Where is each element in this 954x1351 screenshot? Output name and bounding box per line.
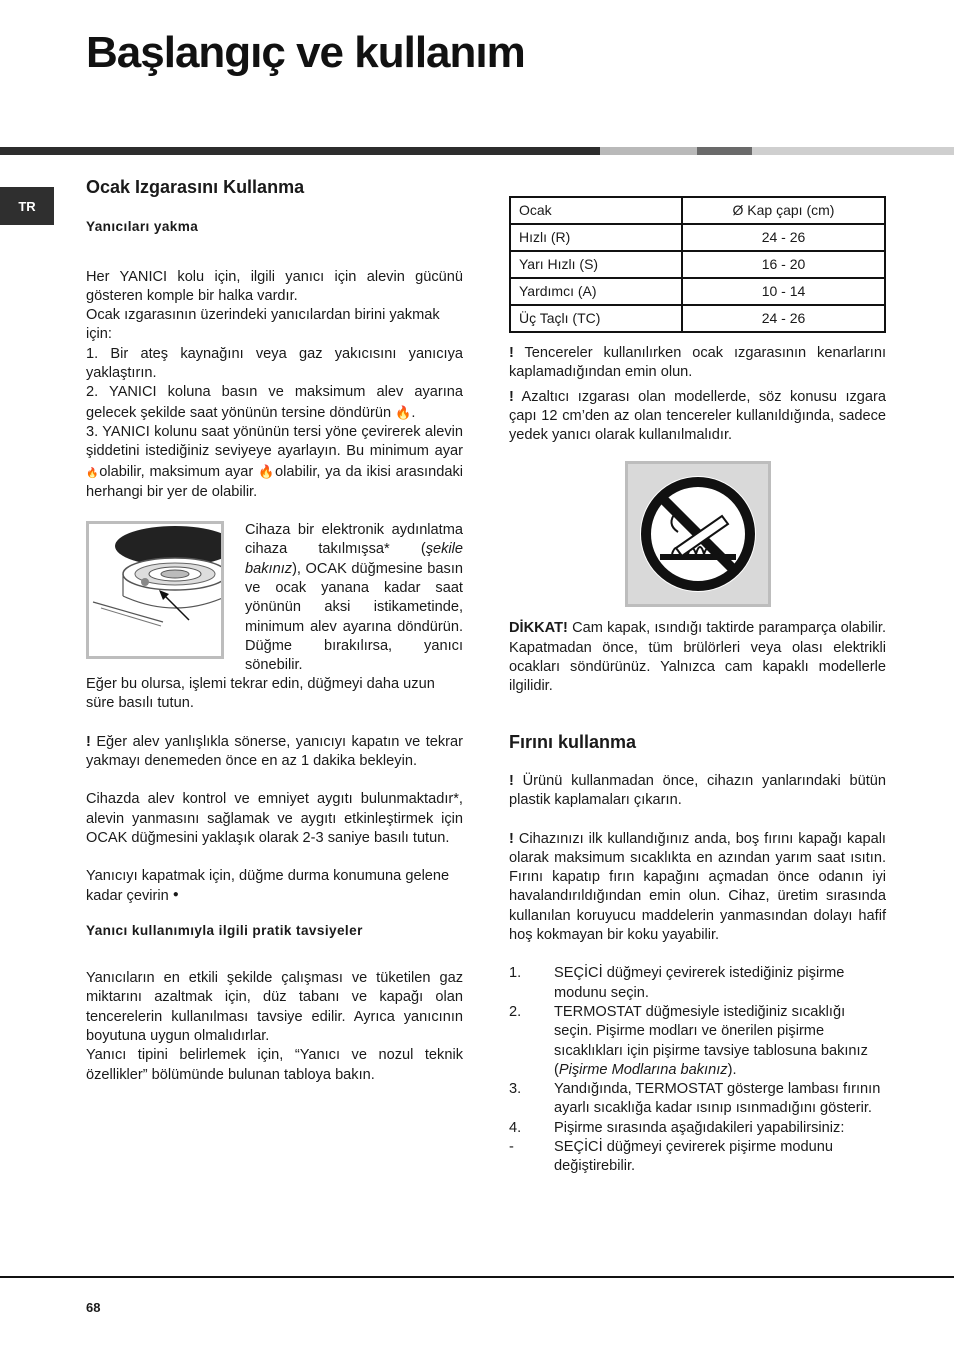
table-row xyxy=(510,305,885,332)
paragraph-text: Azaltıcı ızgarası olan modellerde, söz konusu ızgara çapı 12 cm’den az olan tencereler kullanıldığında, sadece yedek yanıcı olarak kullanılmalıdır. xyxy=(509,388,887,444)
table-header-cell: Ocak xyxy=(510,197,682,224)
warning-paragraph xyxy=(86,733,463,772)
list-number: 1. xyxy=(509,965,522,982)
paragraph-text: 3. YANICI kolunu saat yönünün tersi yöne çevirerek alevin şiddetini istediğiniz seviyeye ayarlayın. Bu minimum ayar xyxy=(86,423,463,460)
list-number: 2. xyxy=(509,1003,522,1020)
warning-paragraph xyxy=(509,830,886,946)
warning-icon: ! xyxy=(86,733,91,750)
off-dot-icon: ● xyxy=(172,888,179,900)
list-item xyxy=(509,1119,886,1138)
oven-steps-list xyxy=(509,964,886,1176)
paragraph: Ocak ızgarasının üzerindeki yanıcılardan birini yakmak için: xyxy=(86,307,440,343)
table-row xyxy=(510,278,885,305)
flame-large-icon: 🔥 xyxy=(395,404,412,420)
table-header-row xyxy=(510,197,885,224)
list-number: 3. xyxy=(509,1081,522,1098)
figure-reference: şekile bakınız xyxy=(245,541,463,577)
subheading-lighting: Yanıcıları yakma xyxy=(86,219,199,235)
list-text: Yandığında, TERMOSTAT gösterge lambası fırının ayarlı sıcaklığa kadar ısınıp ısınmadığını gösterir. xyxy=(554,1081,881,1117)
table-cell: Hızlı (R) xyxy=(510,224,682,251)
flame-large-icon: 🔥 xyxy=(258,463,275,479)
list-text-part: TERMOSTAT düğmesiyle istediğiniz sıcaklığı seçin. Pişirme modları ve önerilen pişirme sıcaklıkları için pişirme tavsiye tablosuna bakınız ( xyxy=(554,1003,868,1078)
paragraph-text: olabilir, ya da ikisi arasındaki herhangi bir yer de olabilir. xyxy=(86,463,463,500)
list-text: SEÇİCİ düğmeyi çevirerek istediğiniz pişirme modunu seçin. xyxy=(554,965,845,1001)
table-cell: 16 - 20 xyxy=(682,251,885,278)
table-cell: Yardımcı (A) xyxy=(510,278,682,305)
paragraph: Eğer bu olursa, işlemi tekrar edin, düğmeyi daha uzun süre basılı tutun. xyxy=(86,676,435,712)
list-text: SEÇİCİ düğmeyi çevirerek pişirme modunu değiştirebilir. xyxy=(554,1139,834,1175)
page-title: Başlangıç ve kullanım xyxy=(86,28,525,77)
table-cell: 24 - 26 xyxy=(682,305,885,332)
warning-icon: ! xyxy=(509,388,514,405)
right-column xyxy=(509,196,886,1177)
ignition-text xyxy=(245,521,463,675)
page-number: 68 xyxy=(86,1300,101,1315)
warning-icon: ! xyxy=(509,830,514,847)
language-tab: TR xyxy=(0,187,54,225)
paragraph-text: Tencereler kullanılırken ocak ızgarasının kenarlarını kaplamadığından emin olun. xyxy=(509,345,887,381)
warning-paragraph xyxy=(509,388,886,446)
warning-paragraph xyxy=(509,772,886,811)
paragraph: Yanıcıların en etkili şekilde çalışması ve tüketilen gaz miktarını azaltmak için, düz tabanı ve kapağı olan tencerelerin kullanılması tavsiye edilir. Ayrıca yanıcının boyutuna uygun olmalıdırlar. xyxy=(86,970,463,1045)
paragraph: Cihazda alev kontrol ve emniyet aygıtı bulunmaktadır*, alevin yanmasını sağlamak ve aygıtı etkinleştirmek için OCAK düğmesini yaklaşık olarak 2-3 saniye basılı tutun. xyxy=(86,791,463,846)
header-bar-mid xyxy=(697,147,752,155)
no-lid-on-flame-icon xyxy=(636,472,760,596)
list-item xyxy=(509,964,886,1003)
table-cell: 10 - 14 xyxy=(682,278,885,305)
list-number: 4. xyxy=(509,1119,522,1136)
header-bar-light xyxy=(600,147,697,155)
warning-icon: ! xyxy=(509,772,514,789)
ignition-figure-row xyxy=(86,521,463,675)
paragraph: 1. Bir ateş kaynağını veya gaz yakıcısını yanıcıya yaklaştırın. xyxy=(86,345,463,382)
paragraph xyxy=(86,867,463,907)
section-heading-oven: Fırını kullanma xyxy=(509,731,637,752)
list-text-part: ). xyxy=(727,1061,737,1078)
list-text xyxy=(554,1003,886,1080)
list-text: Pişirme sırasında aşağıdakileri yapabilirsiniz: xyxy=(554,1119,845,1136)
paragraph-text: Ürünü kullanmadan önce, cihazın yanlarındaki bütün plastik kaplamaları çıkarın. xyxy=(509,772,886,809)
left-column xyxy=(86,178,463,1085)
section-heading-hob: Ocak Izgarasını Kullanma xyxy=(86,177,305,197)
paragraph-text: Cam kapak, ısındığı taktirde paramparça olabilir. Kapatmadan önce, tüm brülörleri veya olası elektrikli ocakları söndürünüz. Yalnızca cam kapaklı modellerle ilgilidir. xyxy=(509,620,886,695)
header-bar-light-2 xyxy=(752,147,954,155)
paragraph: Her YANICI kolu için, ilgili yanıcı için alevin gücünü gösteren komple bir halka vardır. xyxy=(86,268,463,304)
paragraph-text: Eğer alev yanlışlıkla sönerse, yanıcıyı kapatın ve tekrar yakmayı denemeden önce en az 1 dakika bekleyin. xyxy=(86,733,463,770)
list-item xyxy=(509,1138,886,1177)
list-item xyxy=(509,1003,886,1080)
prohibition-illustration xyxy=(625,461,771,607)
flame-small-icon: 🔥 xyxy=(86,467,100,479)
table-cell: Yarı Hızlı (S) xyxy=(510,251,682,278)
table-row xyxy=(510,224,885,251)
burner-drawing xyxy=(89,524,221,656)
table-cell: 24 - 26 xyxy=(682,224,885,251)
paragraph-text: Yanıcıyı kapatmak için, düğme durma konumuna gelene kadar çevirin xyxy=(86,868,450,904)
warning-paragraph xyxy=(509,344,886,383)
paragraph-text: olabilir, maksimum ayar xyxy=(99,463,254,480)
paragraph-text: Cihaza bir elektronik aydınlatma cihaza takılmışsa* ( xyxy=(245,522,463,558)
table-row xyxy=(510,251,885,278)
paragraph xyxy=(86,423,463,502)
paragraph-text: 2. YANICI koluna basın ve maksimum alev ayarına gelecek şekilde saat yönünün tersine döndürün xyxy=(86,384,463,421)
pot-diameter-table xyxy=(509,196,886,333)
footer-line xyxy=(0,1276,954,1278)
paragraph: Yanıcı tipini belirlemek için, “Yanıcı ve nozul teknik özellikler” bölümünde bulunan tabloya bakın. xyxy=(86,1047,463,1083)
table-cell: Üç Taçlı (TC) xyxy=(510,305,682,332)
paragraph-text: . xyxy=(411,404,416,421)
caution-label: DİKKAT! xyxy=(509,620,568,637)
warning-icon: ! xyxy=(509,345,514,361)
paragraph-text: Cihazınızı ilk kullandığınız anda, boş fırını kapağı kapalı olarak maksimum sıcaklıkta en azından yarım saat ısıtın. Fırını kapatıp fırın kapağını açmadan önce odanın iyi havalandırıldığından emin olun. Cihaz, üretim sırasında kullanılan koruyucu maddelerin yanmasından dolayı hafif hoş kokmayan bir koku yayabilir. xyxy=(509,830,886,944)
burner-illustration xyxy=(86,521,224,659)
list-number: - xyxy=(509,1139,514,1156)
section-reference: Pişirme Modlarına bakınız xyxy=(558,1061,728,1078)
paragraph-text: ), OCAK düğmesine basın ve ocak yanana kadar saat yönünün aksi istikametinde, minimum alev ayarına döndürün. Düğme bırakılırsa, yanıcı sönebilir. xyxy=(245,560,463,674)
table-header-cell: Ø Kap çapı (cm) xyxy=(682,197,885,224)
subheading-tips: Yanıcı kullanımıyla ilgili pratik tavsiyeler xyxy=(86,922,363,938)
header-bar xyxy=(0,147,954,155)
header-bar-dark xyxy=(0,147,600,155)
caution-paragraph xyxy=(509,619,886,696)
list-item xyxy=(509,1080,886,1119)
paragraph xyxy=(86,383,463,423)
